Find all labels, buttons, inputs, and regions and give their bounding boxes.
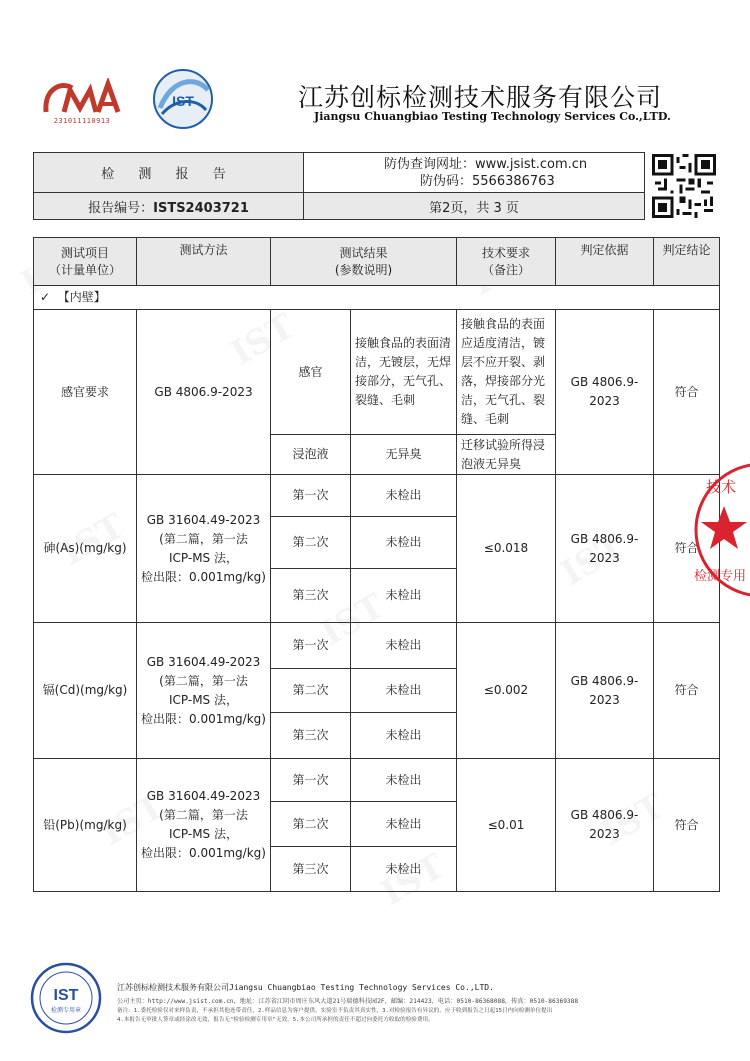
as-run-1-label: 第一次 bbox=[271, 475, 351, 517]
company-name-en: Jiangsu Chuangbiao Testing Technology Services Co.,LTD. bbox=[314, 110, 671, 123]
as-req: ≤0.018 bbox=[457, 475, 556, 623]
anti-fake-url-label: 防伪查询网址： bbox=[384, 156, 476, 172]
footer-note-2: 4.本报告无审批人签章或经涂改无效，报告无"检验检测专用章"无效，5.本公司所承担的责任不超过向委托方收取的检验费用。 bbox=[117, 1017, 434, 1023]
sensory-sub2-req: 迁移试验所得浸泡液无异臭 bbox=[457, 435, 556, 475]
footer-note-1: 备注：1.委托检验仅对来样负责，不承担其他连带责任，2.样品信息为客户提供，实验室不负责其真实性，3.对检验报告有异议的，应于收到报告之日起15日内向检测单位提出 bbox=[117, 1008, 553, 1014]
sensory-method: GB 4806.9-2023 bbox=[137, 310, 271, 475]
pb-run-3-result: 未检出 bbox=[351, 847, 457, 892]
table-row bbox=[34, 310, 720, 435]
cd-item: 镉(Cd)(mg/kg) bbox=[34, 623, 137, 759]
cma-number: 231011110913 bbox=[53, 117, 111, 125]
anti-fake-code-label: 防伪码： bbox=[420, 173, 473, 189]
as-run-3-result: 未检出 bbox=[351, 569, 457, 623]
cd-run-3-result: 未检出 bbox=[351, 713, 457, 759]
pb-run-2-result: 未检出 bbox=[351, 802, 457, 847]
inspection-stamp bbox=[692, 460, 750, 600]
table-row bbox=[34, 759, 720, 802]
footer-seal-text: IST bbox=[53, 987, 79, 1004]
report-number-label: 报告编号： bbox=[88, 200, 154, 216]
as-method: GB 31604.49-2023 (第二篇，第一法 ICP-MS 法， 检出限：0.001mg/kg) bbox=[137, 475, 271, 623]
pb-item: 铅(Pb)(mg/kg) bbox=[34, 759, 137, 892]
pb-req: ≤0.01 bbox=[457, 759, 556, 892]
pb-run-1-result: 未检出 bbox=[351, 759, 457, 802]
anti-fake-code: 5566386763 bbox=[472, 173, 555, 189]
anti-fake-url[interactable]: www.jsist.com.cn bbox=[475, 156, 588, 172]
cd-method: GB 31604.49-2023 (第二篇，第一法 ICP-MS 法， 检出限：0.001mg/kg) bbox=[137, 623, 271, 759]
report-title: 检 测 报 告 bbox=[34, 153, 304, 193]
ist-logo bbox=[152, 68, 214, 130]
pb-basis: GB 4806.9-2023 bbox=[556, 759, 654, 892]
sensory-conclusion: 符合 bbox=[654, 310, 720, 475]
sensory-item: 感官要求 bbox=[34, 310, 137, 475]
table-row bbox=[34, 475, 720, 517]
cd-basis: GB 4806.9-2023 bbox=[556, 623, 654, 759]
cd-conclusion: 符合 bbox=[654, 623, 720, 759]
header-basis: 判定依据 bbox=[556, 238, 654, 286]
cd-run-1-label: 第一次 bbox=[271, 623, 351, 669]
page-info: 第2页，共 3 页 bbox=[304, 193, 645, 220]
header-item: 测试项目 （计量单位） bbox=[34, 238, 137, 286]
pb-conclusion: 符合 bbox=[654, 759, 720, 892]
as-run-2-result: 未检出 bbox=[351, 517, 457, 569]
footer-seal bbox=[30, 962, 102, 1034]
sensory-sub2-label: 浸泡液 bbox=[271, 435, 351, 475]
sensory-sub1-result: 接触食品的表面清洁，无镀层，无焊接部分，无气孔、裂缝、毛刺 bbox=[351, 310, 457, 435]
stamp-text-bottom: 检测专用 bbox=[694, 569, 747, 584]
check-icon: ✓ bbox=[40, 290, 51, 304]
cd-run-2-result: 未检出 bbox=[351, 669, 457, 713]
pb-run-3-label: 第三次 bbox=[271, 847, 351, 892]
cd-run-2-label: 第二次 bbox=[271, 669, 351, 713]
sensory-sub2-result: 无异臭 bbox=[351, 435, 457, 475]
footer-company: 江苏创标检测技术服务有限公司Jiangsu Chuangbiao Testing Technology Services Co.,LTD. bbox=[117, 983, 494, 992]
sensory-sub1-label: 感官 bbox=[271, 310, 351, 435]
sensory-sub1-req: 接触食品的表面应适度清洁，镀层不应开裂、剥落，焊接部分光洁，无气孔、裂缝、毛刺 bbox=[457, 310, 556, 435]
table-header-row bbox=[34, 238, 720, 286]
report-info-table bbox=[33, 152, 645, 220]
cd-req: ≤0.002 bbox=[457, 623, 556, 759]
table-row bbox=[34, 623, 720, 669]
header-conclusion: 判定结论 bbox=[654, 238, 720, 286]
as-run-1-result: 未检出 bbox=[351, 475, 457, 517]
as-conclusion: 符合 bbox=[654, 475, 720, 623]
sensory-basis: GB 4806.9-2023 bbox=[556, 310, 654, 475]
pb-method: GB 31604.49-2023 (第二篇，第一法 ICP-MS 法， 检出限：0.001mg/kg) bbox=[137, 759, 271, 892]
anti-fake-info bbox=[304, 153, 645, 193]
footer-contact: 公司主页：http://www.jsist.com.cn，地址：江苏省江阴市周庄东风大道21号瑞德科技园2F，邮编：214423，电话：0510-86368088，传真：0510-86369388 bbox=[117, 998, 579, 1005]
footer-seal-subtext: 检测专用章 bbox=[50, 1007, 82, 1014]
header-method: 测试方法 bbox=[137, 238, 271, 286]
section-row bbox=[34, 286, 720, 310]
company-name-cn: 江苏创标检测技术服务有限公司 bbox=[298, 83, 663, 112]
stamp-text-top: 技术 bbox=[706, 478, 737, 496]
cd-run-3-label: 第三次 bbox=[271, 713, 351, 759]
report-number bbox=[34, 193, 304, 220]
cd-run-1-result: 未检出 bbox=[351, 623, 457, 669]
pb-run-2-label: 第二次 bbox=[271, 802, 351, 847]
header-requirement: 技术要求 （备注） bbox=[457, 238, 556, 286]
test-results-table bbox=[33, 237, 720, 892]
as-basis: GB 4806.9-2023 bbox=[556, 475, 654, 623]
as-run-2-label: 第二次 bbox=[271, 517, 351, 569]
as-run-3-label: 第三次 bbox=[271, 569, 351, 623]
header-result: 测试结果 (参数说明) bbox=[271, 238, 457, 286]
section-label: ✓ 【内壁】 bbox=[34, 286, 720, 310]
pb-run-1-label: 第一次 bbox=[271, 759, 351, 802]
report-number-value: ISTS2403721 bbox=[153, 200, 249, 216]
qr-code[interactable] bbox=[652, 154, 716, 218]
as-item: 砷(As)(mg/kg) bbox=[34, 475, 137, 623]
svg-text:IST: IST bbox=[172, 93, 194, 109]
